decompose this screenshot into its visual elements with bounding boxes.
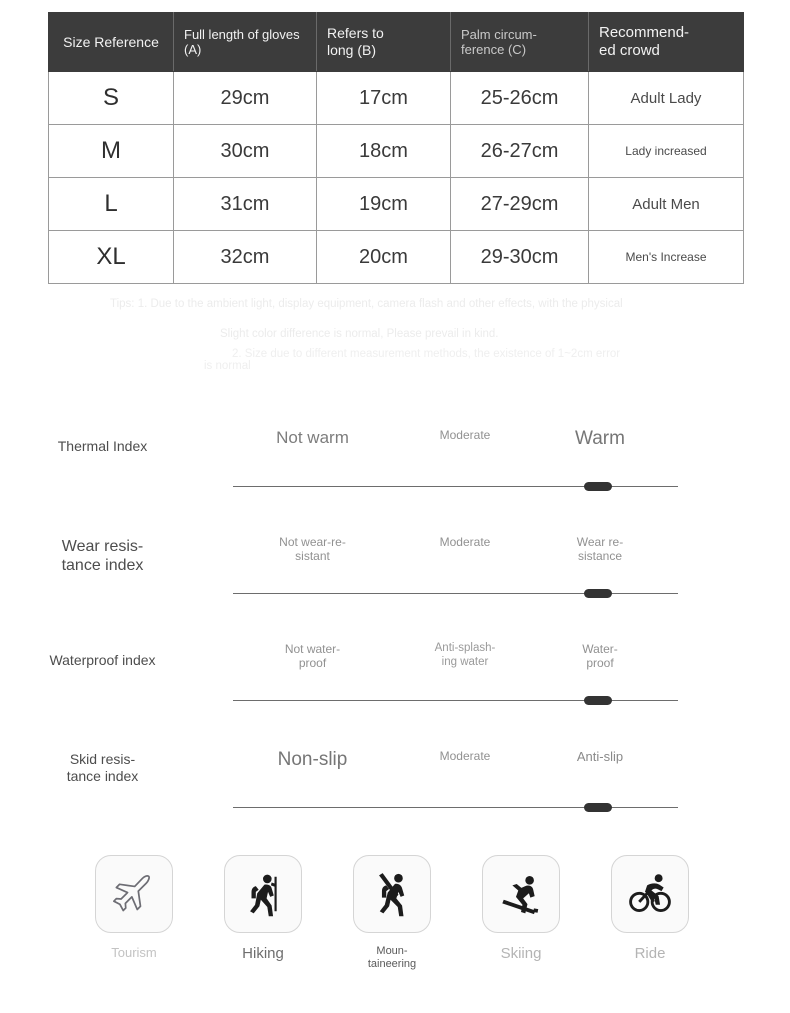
index-label-thermal: Thermal Index xyxy=(57,438,148,454)
cell-full-length: 32cm xyxy=(174,231,317,284)
cell-size: S xyxy=(49,72,174,125)
activity-icon-box xyxy=(482,855,560,933)
cell-full-length: 31cm xyxy=(174,178,317,231)
index-label-wear-resistance: Wear resis- tance index xyxy=(61,538,144,575)
index-label-skid-resistance: Skid resis- tance index xyxy=(66,751,139,784)
mountaineering-icon xyxy=(369,871,415,917)
index-slider-thermal[interactable] xyxy=(233,482,678,492)
index-option-mid: Anti-splash- ing water xyxy=(434,642,496,668)
index-option-high: Water- proof xyxy=(582,642,618,671)
index-slider-skid-resistance[interactable] xyxy=(233,803,678,813)
index-options-waterproof xyxy=(205,642,725,690)
tips-line-2: Slight color difference is normal, Please prevail in kind. xyxy=(220,328,499,340)
header-size-reference: Size Reference xyxy=(49,13,174,72)
cell-crowd: Adult Men xyxy=(589,178,744,231)
index-option-low: Not warm xyxy=(276,428,349,447)
slider-thumb[interactable] xyxy=(584,589,612,598)
activity-label: Moun- taineering xyxy=(367,945,417,970)
index-option-mid: Moderate xyxy=(439,428,491,442)
tips-line-3: 2. Size due to different measurement methods, the existence of 1~2cm error xyxy=(232,348,621,360)
index-slider-waterproof[interactable] xyxy=(233,696,678,706)
table-row xyxy=(49,72,744,125)
slider-thumb[interactable] xyxy=(584,803,612,812)
tips-line-1: Tips: 1. Due to the ambient light, display equipment, camera flash and other effects, with the physical xyxy=(110,298,623,310)
table-row xyxy=(49,178,744,231)
cell-refers-long: 17cm xyxy=(317,72,451,125)
cell-crowd: Men's Increase xyxy=(589,231,744,284)
activity-icon-box xyxy=(611,855,689,933)
slider-thumb[interactable] xyxy=(584,696,612,705)
cell-size: L xyxy=(49,178,174,231)
activity-icon-box xyxy=(353,855,431,933)
activity-skiing[interactable] xyxy=(456,855,586,962)
activity-label: Skiing xyxy=(500,945,542,962)
index-option-high: Warm xyxy=(575,428,625,449)
cell-palm: 27-29cm xyxy=(451,178,589,231)
index-option-high: Wear re- sistance xyxy=(576,535,624,564)
cell-palm: 29-30cm xyxy=(451,231,589,284)
index-slider-wear-resistance[interactable] xyxy=(233,589,678,599)
header-palm-circumference: Palm circum- ference (C) xyxy=(451,13,589,72)
activity-label: Ride xyxy=(634,945,666,962)
activity-label: Tourism xyxy=(111,945,157,960)
index-options-skid-resistance xyxy=(205,749,725,797)
index-row-skid-resistance xyxy=(0,741,790,848)
index-option-low: Not wear-re- sistant xyxy=(279,535,346,564)
cell-refers-long: 18cm xyxy=(317,125,451,178)
hiking-icon xyxy=(240,871,286,917)
index-option-mid: Moderate xyxy=(439,535,491,549)
activity-ride[interactable] xyxy=(585,855,715,962)
activity-mountaineering[interactable] xyxy=(327,855,457,970)
header-refers-to-long: Refers to long (B) xyxy=(317,13,451,72)
table-row xyxy=(49,231,744,284)
index-label-waterproof: Waterproof index xyxy=(49,652,156,668)
index-row-wear-resistance xyxy=(0,527,790,634)
table-row xyxy=(49,125,744,178)
index-option-mid: Moderate xyxy=(439,749,491,763)
activity-icon-box xyxy=(95,855,173,933)
cell-palm: 26-27cm xyxy=(451,125,589,178)
activity-tourism[interactable] xyxy=(69,855,199,960)
index-options-thermal xyxy=(205,428,725,476)
activity-icon-box xyxy=(224,855,302,933)
index-option-high: Anti-slip xyxy=(576,749,624,764)
index-option-low: Non-slip xyxy=(277,749,348,770)
index-row-waterproof xyxy=(0,634,790,741)
activity-hiking[interactable] xyxy=(198,855,328,962)
cell-full-length: 29cm xyxy=(174,72,317,125)
table-header-row xyxy=(49,13,744,72)
cell-refers-long: 19cm xyxy=(317,178,451,231)
activity-label: Hiking xyxy=(242,945,284,962)
cell-palm: 25-26cm xyxy=(451,72,589,125)
index-options-wear-resistance xyxy=(205,535,725,583)
performance-index-section xyxy=(0,420,790,848)
cell-refers-long: 20cm xyxy=(317,231,451,284)
header-full-length: Full length of gloves (A) xyxy=(174,13,317,72)
skiing-icon xyxy=(498,871,544,917)
cell-size: XL xyxy=(49,231,174,284)
cycling-icon xyxy=(627,871,673,917)
activity-icons-row xyxy=(0,855,790,995)
size-table xyxy=(48,12,744,284)
index-row-thermal xyxy=(0,420,790,527)
cell-size: M xyxy=(49,125,174,178)
header-recommended-crowd: Recommend- ed crowd xyxy=(589,13,744,72)
index-option-low: Not water- proof xyxy=(284,642,341,671)
cell-crowd: Adult Lady xyxy=(589,72,744,125)
tips-line-4: is normal xyxy=(204,360,251,372)
airplane-icon xyxy=(111,871,157,917)
cell-full-length: 30cm xyxy=(174,125,317,178)
cell-crowd: Lady increased xyxy=(589,125,744,178)
size-chart-table xyxy=(48,12,743,284)
slider-thumb[interactable] xyxy=(584,482,612,491)
